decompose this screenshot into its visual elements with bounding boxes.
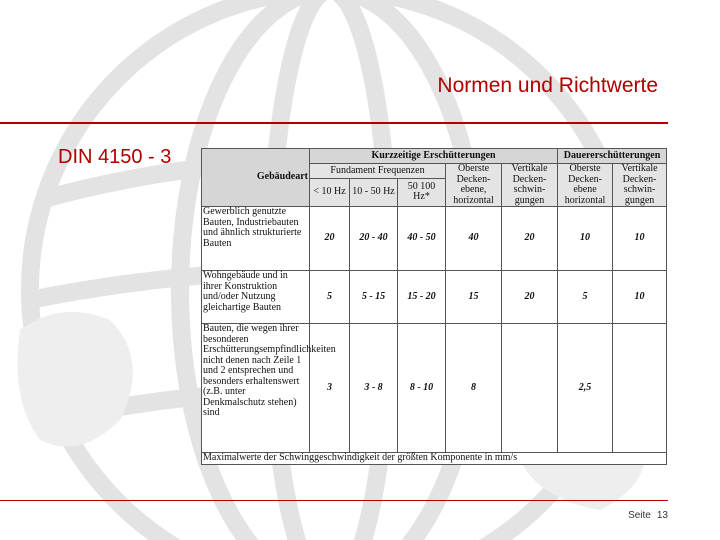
foundation-frequencies-header: Fundament Frequenzen: [310, 164, 446, 179]
footer-divider: [0, 500, 668, 501]
page-number: 13: [656, 510, 668, 521]
vertical-short-header: Vertikale Decken-schwin-gungen: [502, 164, 558, 207]
table-row: [202, 324, 667, 453]
value-cell: [502, 324, 558, 453]
value-cell: 10: [613, 207, 667, 271]
building-type-cell: Bauten, die wegen ihrer besonderen Erschütterungsempfindlichkeiten nicht denen nach Zeile 1 und 2 entsprechen und besonders erhaltenswert (z.B. unter Denkmalschutz stehen) sind: [202, 324, 310, 453]
top-ceiling-long-header: Oberste Decken-ebene horizontal: [558, 164, 613, 207]
value-cell: 3 - 8: [350, 324, 398, 453]
value-cell: 5 - 15: [350, 271, 398, 324]
header-divider: [0, 122, 668, 124]
long-term-header: Dauererschütterungen: [558, 149, 667, 164]
building-type-cell: Gewerblich genutzte Bauten, Industriebauten und ähnlich strukturierte Bauten: [202, 207, 310, 271]
value-cell: [613, 324, 667, 453]
value-cell: 5: [558, 271, 613, 324]
value-cell: 10: [613, 271, 667, 324]
building-type-cell: Wohngebäude und in ihrer Konstruktion und/oder Nutzung gleichartige Bauten: [202, 271, 310, 324]
table-row: [202, 207, 667, 271]
value-cell: 5: [310, 271, 350, 324]
short-term-header: Kurzzeitige Erschütterungen: [310, 149, 558, 164]
freq-10-50-header: 10 - 50 Hz: [350, 178, 398, 206]
value-cell: 20: [502, 271, 558, 324]
slide-footer: [628, 510, 668, 521]
value-cell: 15: [446, 271, 502, 324]
value-cell: 40: [446, 207, 502, 271]
value-cell: 20: [310, 207, 350, 271]
top-ceiling-short-header: Oberste Decken-ebene, horizontal: [446, 164, 502, 207]
value-cell: 2,5: [558, 324, 613, 453]
value-cell: 3: [310, 324, 350, 453]
value-cell: 8 - 10: [398, 324, 446, 453]
value-cell: 40 - 50: [398, 207, 446, 271]
vibration-limits-table: [201, 148, 667, 465]
freq-50-100-header: 50 100 Hz*: [398, 178, 446, 206]
building-type-header: Gebäudeart: [202, 149, 310, 207]
page-label: Seite: [628, 510, 651, 521]
freq-lt10-header: < 10 Hz: [310, 178, 350, 206]
value-cell: 20 - 40: [350, 207, 398, 271]
value-cell: 20: [502, 207, 558, 271]
value-cell: 15 - 20: [398, 271, 446, 324]
value-cell: 8: [446, 324, 502, 453]
table-row: [202, 271, 667, 324]
table-caption: Maximalwerte der Schwinggeschwindigkeit der größten Komponente in mm/s: [202, 453, 667, 465]
standard-label: DIN 4150 - 3: [58, 146, 172, 168]
slide-title: Normen und Richtwerte: [437, 74, 658, 97]
vertical-long-header: Vertikale Decken-schwin-gungen: [613, 164, 667, 207]
value-cell: 10: [558, 207, 613, 271]
